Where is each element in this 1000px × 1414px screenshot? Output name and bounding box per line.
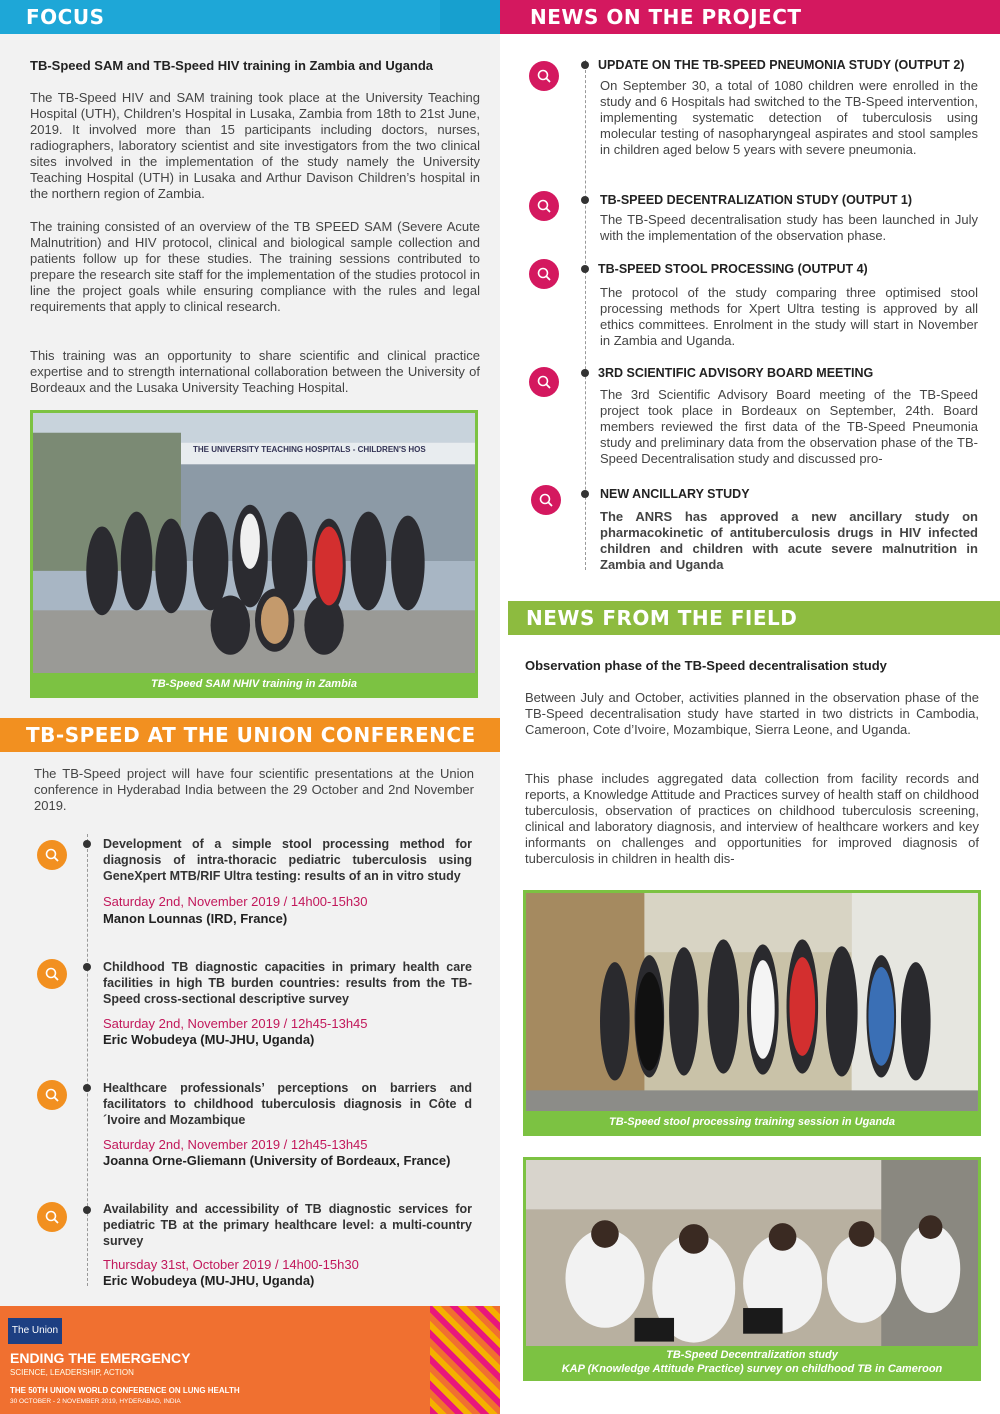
union-header: TB-SPEED AT THE UNION CONFERENCE	[0, 718, 500, 752]
magnifier-icon	[529, 191, 559, 221]
presentation-title: Availability and accessibility of TB diagnostic services for pediatric TB at the primary healthcare level: a multi-country survey	[103, 1202, 472, 1248]
magnifier-icon	[37, 959, 67, 989]
field-header: NEWS FROM THE FIELD	[508, 601, 1000, 635]
magnifier-icon	[37, 1202, 67, 1232]
field-paragraph-1: Between July and October, activities planned in the observation phase of the TB-Speed decentralisation study have started in two districts in Cambodia, Cameroon, Cote d’Ivoire, Mozambique, Sierra Leone, and Uganda.	[525, 690, 979, 737]
uganda-group-photo	[526, 893, 978, 1136]
magnifier-icon	[37, 840, 67, 870]
timeline-dot	[581, 369, 589, 377]
caption-line-1: TB-Speed Decentralization study	[666, 1349, 838, 1361]
zambia-group-photo	[33, 413, 475, 697]
magnifier-icon	[531, 485, 561, 515]
presentation-date: Thursday 31st, October 2019 / 14h00-15h30	[103, 1257, 359, 1272]
timeline-dot	[581, 196, 589, 204]
focus-subtitle: TB-Speed SAM and TB-Speed HIV training in Zambia and Uganda	[30, 58, 434, 73]
the-union-logo: The Union	[8, 1318, 62, 1344]
magnifier-icon	[529, 61, 559, 91]
focus-paragraph-3: This training was an opportunity to share scientific and clinical practice expertise and to strength international collaboration between the University of Bordeaux and the Lusaka University Teaching Hospital.	[30, 348, 480, 395]
banner-title: ENDING THE EMERGENCY	[10, 1350, 191, 1366]
presentation-speaker: Joanna Orne-Gliemann (University of Bordeaux, France)	[103, 1153, 451, 1168]
focus-header: FOCUS	[0, 0, 500, 34]
news-item-body: The TB-Speed decentralisation study has been launched in July with the implementation of the observation phase.	[600, 212, 978, 243]
timeline-dot	[83, 840, 91, 848]
news-item-body: The protocol of the study comparing three optimised stool processing methods for Xpert Ultra testing is approved by all ethics committees. Enrolment in the study will start in November in Zambia and Uganda.	[600, 285, 978, 348]
field-photo-uganda	[523, 890, 981, 1136]
union-intro: The TB-Speed project will have four scientific presentations at the Union conference in Hyderabad India between the 29 October and 2nd November 2019.	[34, 766, 474, 813]
timeline-dot	[83, 963, 91, 971]
banner-stripes	[430, 1306, 500, 1414]
news-item-body: On September 30, a total of 1080 children were enrolled in the study and 6 Hospitals had switched to the TB-Speed intervention, implementing systematic detection of tuberculosis using molecular testing of nasopharyngeal aspirates and stool samples in children aged below 5 years with severe pneumonia.	[600, 78, 978, 157]
photo-sign-text: THE UNIVERSITY TEACHING HOSPITALS - CHILDREN'S HOS	[193, 445, 426, 454]
magnifier-icon	[529, 259, 559, 289]
news-item-title: TB-SPEED DECENTRALIZATION STUDY (OUTPUT 1)	[600, 193, 913, 207]
news-item-title: TB-SPEED STOOL PROCESSING (OUTPUT 4)	[598, 262, 868, 276]
timeline-dot	[581, 490, 589, 498]
banner-conference: THE 50TH UNION WORLD CONFERENCE ON LUNG HEALTH	[10, 1386, 240, 1395]
magnifier-icon	[529, 367, 559, 397]
news-item-title: NEW ANCILLARY STUDY	[600, 487, 750, 501]
presentation-date: Saturday 2nd, November 2019 / 12h45-13h45	[103, 1016, 368, 1031]
banner-subtitle: SCIENCE, LEADERSHIP, ACTION	[10, 1368, 134, 1377]
presentation-speaker: Eric Wobudeya (MU-JHU, Uganda)	[103, 1032, 315, 1047]
news-item-title: 3RD SCIENTIFIC ADVISORY BOARD MEETING	[598, 366, 874, 380]
presentation-speaker: Manon Lounnas (IRD, France)	[103, 911, 288, 926]
news-item-title: UPDATE ON THE TB-SPEED PNEUMONIA STUDY (OUTPUT 2)	[598, 58, 965, 72]
field-paragraph-2: This phase includes aggregated data collection from facility records and reports, a Knowledge Attitude and Practices survey of health staff on childhood tuberculosis, observation of practices on childhood tuberculosis screening, clinical and laboratory diagnosis, and interview of healthcare workers and key informants on challenges and opportunities for improved diagnosis of tuberculosis in children in health dis-	[525, 771, 979, 866]
presentation-date: Saturday 2nd, November 2019 / 14h00-15h30	[103, 894, 368, 909]
presentation-title: Healthcare professionals’ perceptions on barriers and facilitators to childhood tuberculosis diagnosis in Côte d´Ivoire and Mozambique	[103, 1081, 472, 1127]
news-item-body: The ANRS has approved a new ancillary study on pharmacokinetic of antituberculosis drugs in HIV infected children and children with acute severe malnutrition in Zambia and Uganda	[600, 509, 978, 572]
union-timeline	[87, 834, 88, 1286]
timeline-dot	[83, 1084, 91, 1092]
focus-paragraph-1: The TB-Speed HIV and SAM training took place at the University Teaching Hospital (UTH), Children’s Hospital in Lusaka, Zambia from 18th to 21st June, 2019. It involved more than 15 participants including doctors, nurses, radiographers, laboratory scientist and site investigators from the two clinical sites involved in the implementation of the study namely the University Teaching Hospital (UTH) in Lusaka and Arthur Davison Children’s hospital in the northern region of Zambia.	[30, 90, 480, 201]
focus-photo-caption: TB-Speed SAM NHIV training in Zambia	[33, 673, 475, 695]
focus-photo	[30, 410, 478, 698]
banner-dates: 30 OCTOBER - 2 NOVEMBER 2019, HYDERABAD, INDIA	[10, 1398, 181, 1405]
field-photo-cameroon-caption	[526, 1346, 978, 1378]
magnifier-icon	[37, 1080, 67, 1110]
caption-line-2: KAP (Knowledge Attitude Practice) survey on childhood TB in Cameroon	[561, 1363, 943, 1375]
union-conference-banner	[0, 1306, 500, 1414]
presentation-title: Development of a simple stool processing method for diagnosis of intra-thoracic pediatric tuberculosis using GeneXpert MTB/RIF Ultra testing: results of an in vitro study	[103, 837, 472, 883]
timeline-dot	[83, 1206, 91, 1214]
presentation-speaker: Eric Wobudeya (MU-JHU, Uganda)	[103, 1273, 315, 1288]
news-item-body: The 3rd Scientific Advisory Board meeting of the TB-Speed project took place in Bordeaux on September, 24th. Board members reviewed the first data of the TB-Speed Pneumonia study and preliminary data from the observation phase of the TB-Speed Decentralisation study and discussed pro-	[600, 387, 978, 466]
news-header: NEWS ON THE PROJECT	[508, 0, 1000, 34]
focus-paragraph-2: The training consisted of an overview of the TB SPEED SAM (Severe Acute Malnutrition) and HIV protocol, clinical and biological sample collection and patients follow up for these studies. The training sessions contributed to prepare the research site staff for the implementation of the studies protocol in line the project goals while ensuring compliance with the rules and legal requirements that apply to clinical research.	[30, 219, 480, 314]
field-photo-cameroon	[523, 1157, 981, 1381]
timeline-dot	[581, 61, 589, 69]
field-photo-uganda-caption: TB-Speed stool processing training session in Uganda	[526, 1111, 978, 1133]
field-subtitle: Observation phase of the TB-Speed decentralisation study	[525, 658, 887, 673]
timeline-dot	[581, 265, 589, 273]
presentation-date: Saturday 2nd, November 2019 / 12h45-13h45	[103, 1137, 368, 1152]
presentation-title: Childhood TB diagnostic capacities in primary health care facilities in high TB burden countries: results from the TB-Speed cross-sectional descriptive survey	[103, 960, 472, 1006]
